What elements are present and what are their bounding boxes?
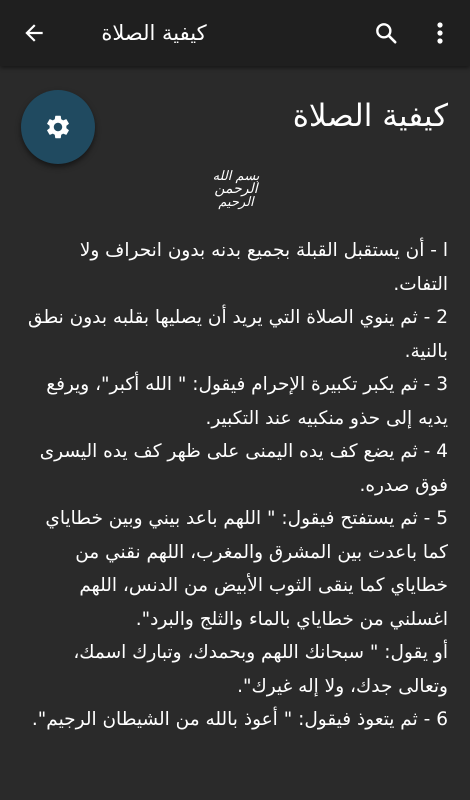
- page-title: كيفية الصلاة: [292, 98, 448, 134]
- paragraph-step-4: 4 - ثم يضع كف يده اليمنى على ظهر كف يده اليسرى فوق صدره.: [39, 441, 448, 496]
- settings-fab[interactable]: [21, 90, 95, 164]
- arrow-back-icon: [21, 20, 47, 46]
- paragraph-step-1: ا - أن يستقبل القبلة بجميع بدنه بدون انحراف ولا التفات.: [79, 240, 448, 295]
- basmala-line-3: الرحيم: [218, 195, 254, 210]
- basmala-calligraphy: [198, 170, 274, 216]
- app-bar-title: كيفية الصلاة: [101, 21, 207, 45]
- content-area[interactable]: [0, 66, 470, 800]
- paragraph-step-6: 6 - ثم يتعوذ فيقول: " أعوذ بالله من الشيطان الرجيم".: [31, 709, 448, 730]
- app-bar: [0, 0, 470, 66]
- paragraph-step-5-alt: أو يقول: " سبحانك اللهم وبحمدك، وتبارك اسمك، وتعالى جدك، ولا إله غيرك".: [73, 642, 448, 697]
- back-button[interactable]: [16, 15, 52, 51]
- gear-icon: [44, 113, 72, 141]
- paragraph-step-5: 5 - ثم يستفتح فيقول: " اللهم باعد بيني وبين خطاياي كما باعدت بين المشرق والمغرب، اللهم نقني من خطاياي كما ينقى الثوب الأبيض من الدنس، اللهم اغسلني من خطاياي بالماء والثلج والبرد".: [45, 508, 448, 630]
- search-button[interactable]: [368, 15, 404, 51]
- basmala-line-1: بسم الله: [212, 169, 260, 184]
- more-vert-icon: [435, 20, 445, 46]
- basmala-line-2: الرحمن: [214, 181, 258, 197]
- paragraph-step-3: 3 - ثم يكبر تكبيرة الإحرام فيقول: " الله أكبر"، ويرفع يديه إلى حذو منكبيه عند التكبير.: [46, 374, 448, 429]
- prayer-instructions: [28, 234, 448, 737]
- more-options-button[interactable]: [424, 15, 456, 51]
- search-icon: [373, 20, 399, 46]
- paragraph-step-2: 2 - ثم ينوي الصلاة التي يريد أن يصليها بقلبه بدون نطق بالنية.: [28, 307, 448, 362]
